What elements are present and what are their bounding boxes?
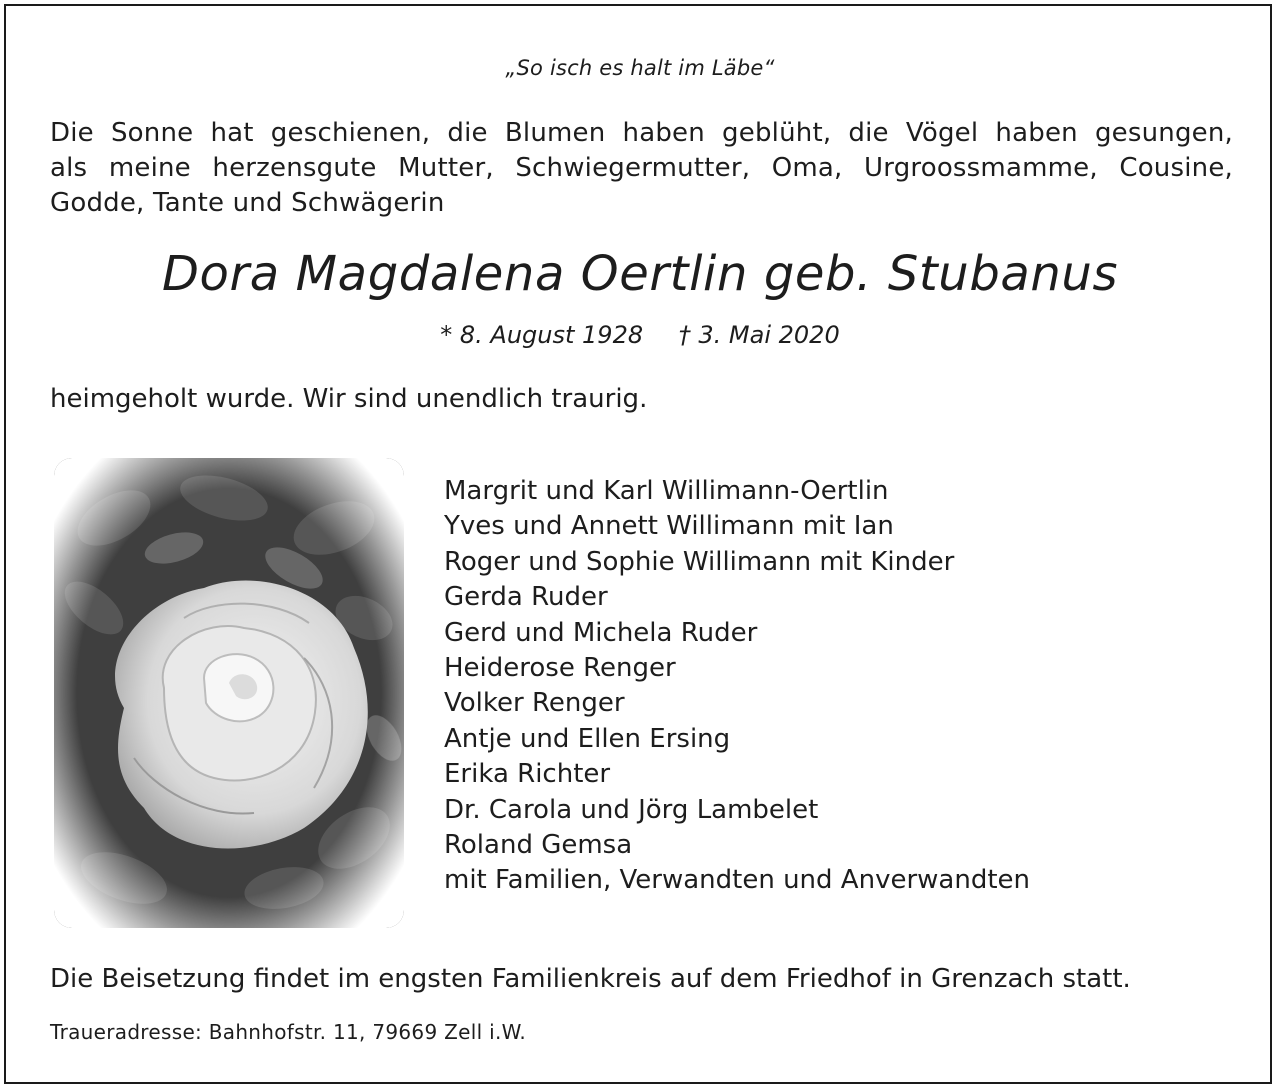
obituary-frame [4, 4, 1272, 1084]
mourner-entry: Gerd und Michela Ruder [444, 617, 758, 648]
mourner-entry: mit Familien, Verwandten und Anverwandten [444, 865, 1030, 896]
mourner-entry: Heiderose Renger [444, 653, 676, 684]
intro-line: Die Sonne hat geschienen, die Blumen haben geblüht, die Vögel haben gesungen, [50, 118, 1233, 148]
mourners-list [444, 474, 1030, 899]
death-date: † 3. Mai 2020 [678, 321, 840, 349]
mourning-address: Traueradresse: Bahnhofstr. 11, 79669 Zell i.W. [50, 1020, 527, 1044]
intro-text [50, 116, 1233, 221]
mourner-entry: Yves und Annett Willimann mit Ian [444, 511, 894, 542]
mourner-entry: Roger und Sophie Willimann mit Kinder [444, 546, 955, 577]
mourner-entry: Gerda Ruder [444, 582, 608, 613]
intro-line: Godde, Tante und Schwägerin [50, 188, 445, 218]
motto-quote: „So isch es halt im Läbe“ [505, 56, 775, 80]
deceased-name: Dora Magdalena Oertlin geb. Stubanus [161, 246, 1119, 302]
life-dates [6, 321, 1274, 349]
outro-text: heimgeholt wurde. Wir sind unendlich traurig. [50, 384, 648, 414]
mourner-entry: Erika Richter [444, 759, 611, 790]
rose-photo [54, 458, 404, 928]
birth-date: * 8. August 1928 [440, 321, 644, 349]
burial-notice: Die Beisetzung findet im engsten Familienkreis auf dem Friedhof in Grenzach statt. [50, 964, 1131, 994]
mourner-entry: Dr. Carola und Jörg Lambelet [444, 794, 819, 825]
mourner-entry: Margrit und Karl Willimann-Oertlin [444, 476, 889, 506]
mourner-entry: Antje und Ellen Ersing [444, 723, 731, 754]
mourner-entry: Volker Renger [444, 688, 625, 719]
mourner-entry: Roland Gemsa [444, 830, 633, 861]
intro-line: als meine herzensgute Mutter, Schwiegermutter, Oma, Urgroossmamme, Cousine, [50, 153, 1233, 183]
